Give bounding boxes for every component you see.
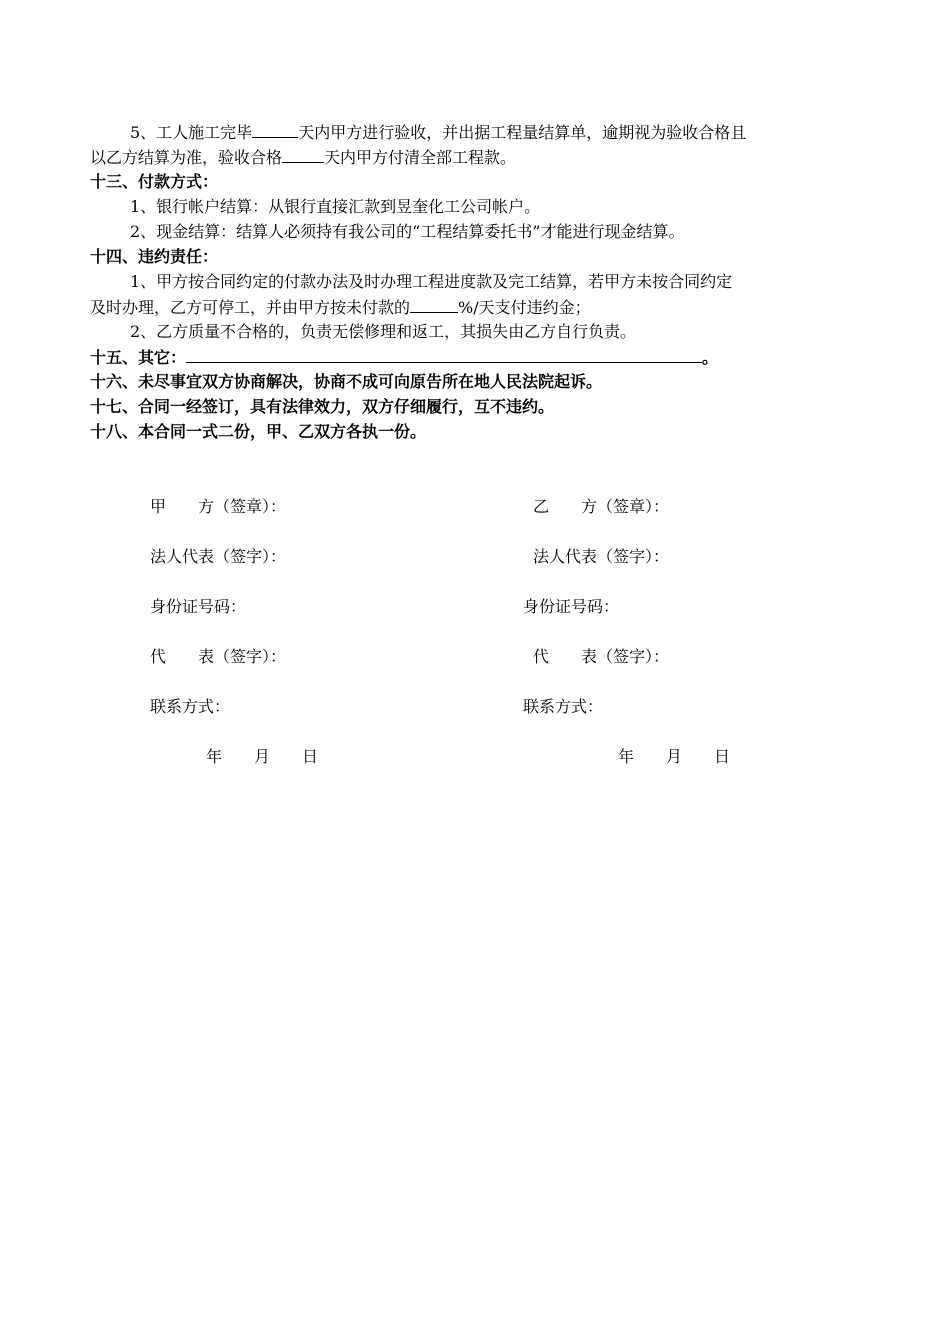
party-a-seal: 甲 方（签章）： [150, 497, 287, 516]
heading-14: 十四、违约责任： [90, 247, 219, 266]
clause-13-1: 1、银行帐户结算：从银行直接汇款到昱奎化工公司帐户。 [130, 197, 541, 216]
party-b-representative: 代 表（签字）： [533, 647, 670, 666]
clause-5-text-d: 天内甲方付清全部工程款。 [324, 148, 517, 167]
party-b-date: 年 月 日 [618, 747, 731, 766]
clause-5-text-a: 5、工人施工完毕 [130, 123, 253, 142]
days-blank-1 [252, 120, 298, 138]
clause-5-text-c: 以乙方结算为准，验收合格 [90, 148, 283, 167]
clause-5-text-b: 天内甲方进行验收，并出据工程量结算单，逾期视为验收合格且 [298, 123, 747, 142]
heading-18: 十八、本合同一式二份，甲、乙双方各执一份。 [90, 422, 427, 441]
clause-14-1-line-2 [90, 295, 591, 320]
party-a-contact: 联系方式： [150, 697, 231, 716]
party-b-id-number: 身份证号码： [523, 597, 620, 616]
heading-13: 十三、付款方式： [90, 172, 219, 191]
clause-14-1-line-1: 1、甲方按合同约定的付款办法及时办理工程进度款及完工结算，若甲方未按合同约定 [130, 272, 733, 291]
party-a-representative: 代 表（签字）： [150, 647, 287, 666]
clause-14-2: 2、乙方质量不合格的，负责无偿修理和返工，其损失由乙方自行负责。 [130, 322, 637, 341]
heading-15-label: 十五、其它： [90, 348, 187, 367]
days-blank-2 [282, 145, 324, 163]
heading-16: 十六、未尽事宜双方协商解决，协商不成可向原告所在地人民法院起诉。 [90, 372, 603, 391]
party-a-legal-rep: 法人代表（签字）： [150, 547, 287, 566]
clause-14-1-text-c: %/天支付违约金； [458, 298, 591, 317]
clause-5-line-2 [90, 145, 516, 170]
clause-14-1-text-b: 及时办理，乙方可停工，并由甲方按未付款的 [90, 298, 411, 317]
heading-15-end: 。 [702, 348, 719, 367]
party-b-seal: 乙 方（签章）： [533, 497, 670, 516]
heading-15 [90, 345, 718, 370]
penalty-rate-blank [410, 295, 458, 313]
clause-5-line-1 [130, 120, 746, 145]
heading-17: 十七、合同一经签订，具有法律效力，双方仔细履行，互不违约。 [90, 397, 555, 416]
party-a-id-number: 身份证号码： [150, 597, 247, 616]
party-a-date: 年 月 日 [206, 747, 319, 766]
other-terms-blank [186, 345, 702, 363]
clause-13-2: 2、现金结算：结算人必须持有我公司的“工程结算委托书”才能进行现金结算。 [130, 222, 685, 241]
party-b-contact: 联系方式： [523, 697, 604, 716]
party-b-legal-rep: 法人代表（签字）： [533, 547, 670, 566]
